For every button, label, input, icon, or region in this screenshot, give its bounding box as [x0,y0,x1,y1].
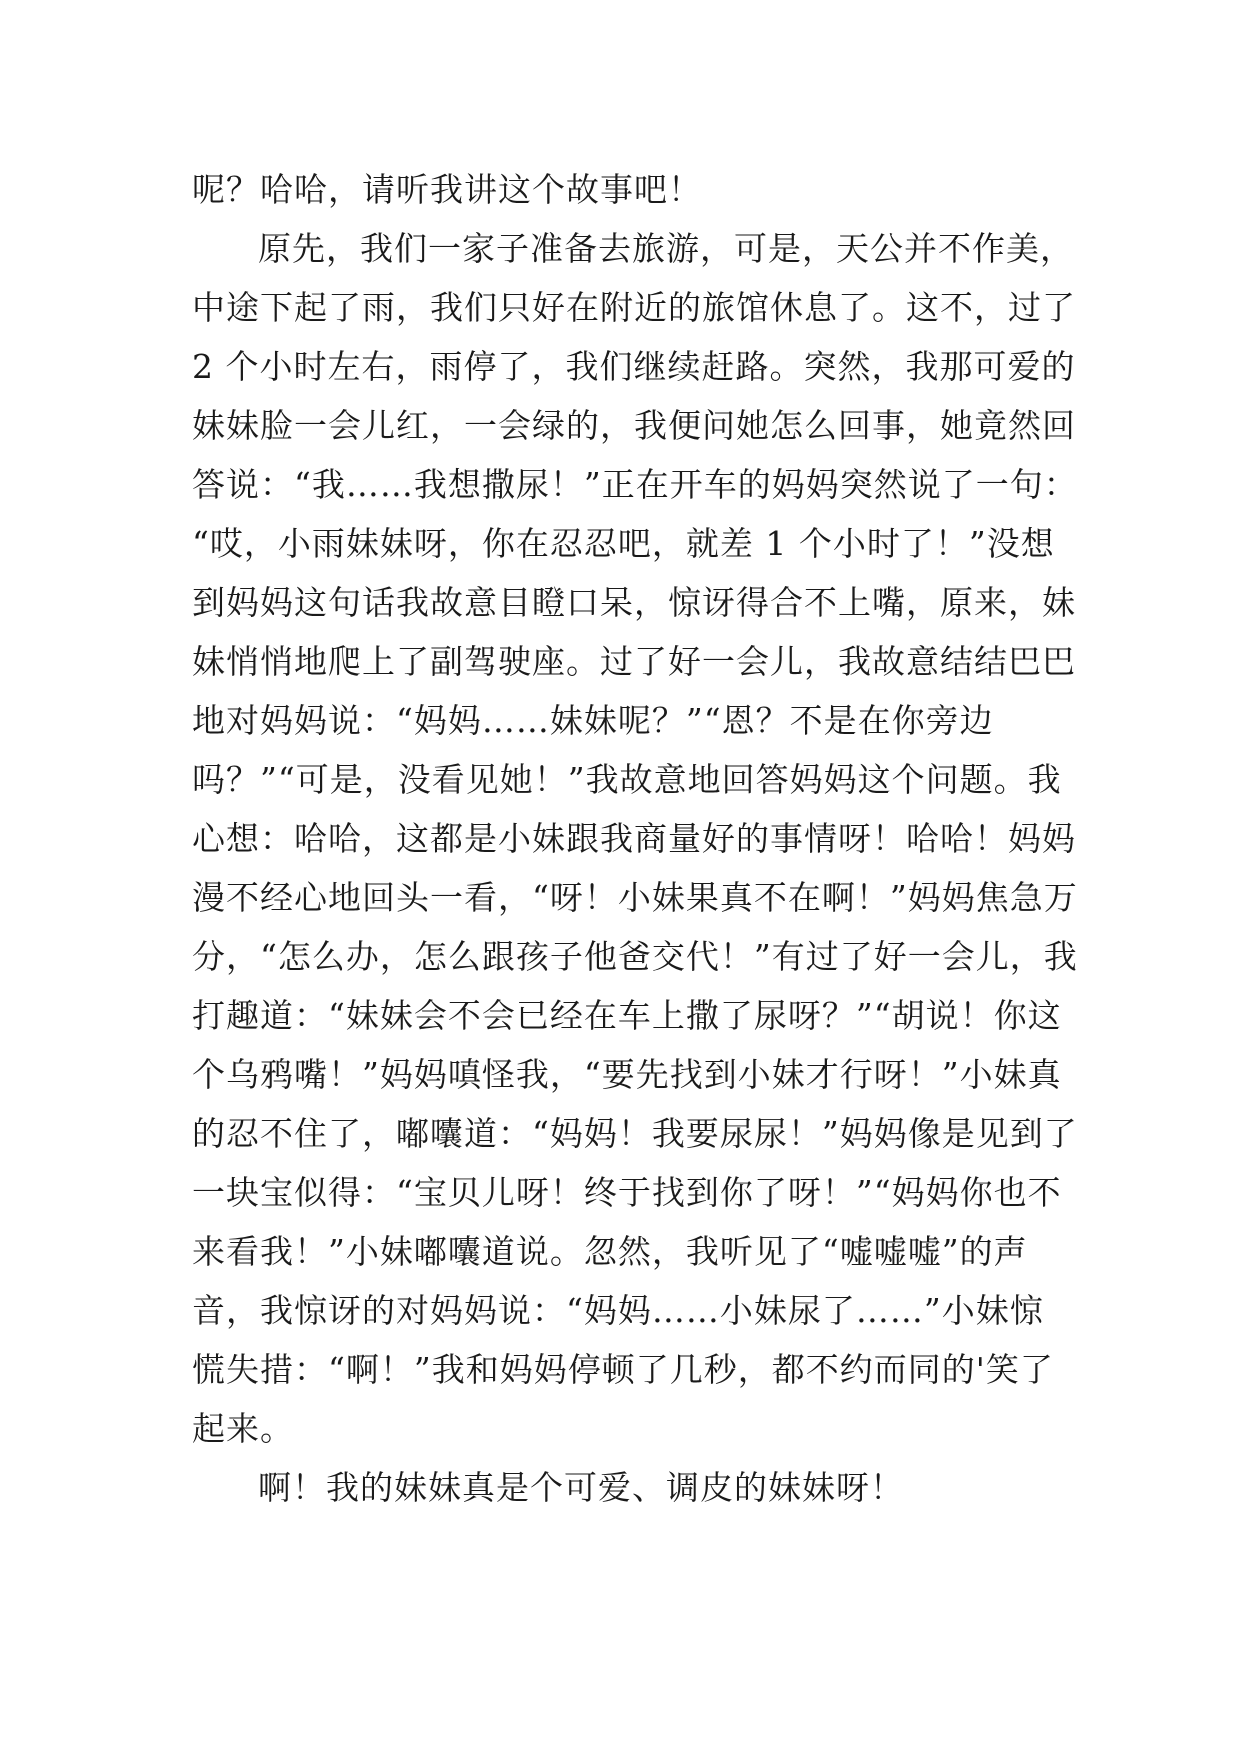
text-line: 啊！我的妹妹真是个可爱、调皮的妹妹呀！ [258,1468,904,1507]
text-line: 起来。 [192,1409,294,1448]
text-line: 答说：“我……我想撒尿！”正在开车的妈妈突然说了一句： [192,465,1078,504]
text-line: 心想：哈哈，这都是小妹跟我商量好的事情呀！哈哈！妈妈 [192,819,1076,858]
text-line: 漫不经心地回头一看，“呀！小妹果真不在啊！”妈妈焦急万 [192,878,1078,917]
story-text [192,160,1078,1517]
text-line: 地对妈妈说：“妈妈……妹妹呢？”“恩？不是在你旁边 [192,701,994,740]
text-line: 中途下起了雨，我们只好在附近的旅馆休息了。这不，过了 [192,288,1076,327]
text-line: “哎，小雨妹妹呀，你在忍忍吧，就差 1 个小时了！”没想 [192,524,1055,563]
paragraph-closing [192,1458,1072,1517]
text-line: 慌失措：“啊！”我和妈妈停顿了几秒，都不约而同的'笑了 [192,1350,1054,1389]
text-line: 原先，我们一家子准备去旅游，可是，天公并不作美， [258,229,1074,268]
text-line: 呢？哈哈，请听我讲这个故事吧！ [192,170,702,209]
paragraph-opening [192,160,1072,219]
paragraph-story [192,219,1078,1458]
text-line: 一块宝似得：“宝贝儿呀！终于找到你了呀！”“妈妈你也不 [192,1173,1062,1212]
text-line: 的忍不住了，嘟囔道：“妈妈！我要尿尿！”妈妈像是见到了 [192,1114,1078,1153]
text-line: 到妈妈这句话我故意目瞪口呆，惊讶得合不上嘴，原来，妹 [192,583,1076,622]
text-line: 2 个小时左右，雨停了，我们继续赶路。突然，我那可爱的 [192,347,1076,386]
text-line: 妹妹脸一会儿红，一会绿的，我便问她怎么回事，她竟然回 [192,406,1076,445]
text-line: 个乌鸦嘴！”妈妈嗔怪我，“要先找到小妹才行呀！”小妹真 [192,1055,1062,1094]
text-line: 分，“怎么办，怎么跟孩子他爸交代！”有过了好一会儿，我 [192,937,1078,976]
text-line: 音，我惊讶的对妈妈说：“妈妈……小妹尿了……”小妹惊 [192,1291,1044,1330]
text-line: 吗？”“可是，没看见她！”我故意地回答妈妈这个问题。我 [192,760,1062,799]
text-line: 打趣道：“妹妹会不会已经在车上撒了尿呀？”“胡说！你这 [192,996,1062,1035]
text-line: 妹悄悄地爬上了副驾驶座。过了好一会儿，我故意结结巴巴 [192,642,1076,681]
text-line: 来看我！”小妹嘟囔道说。忽然，我听见了“嘘嘘嘘”的声 [192,1232,1028,1271]
